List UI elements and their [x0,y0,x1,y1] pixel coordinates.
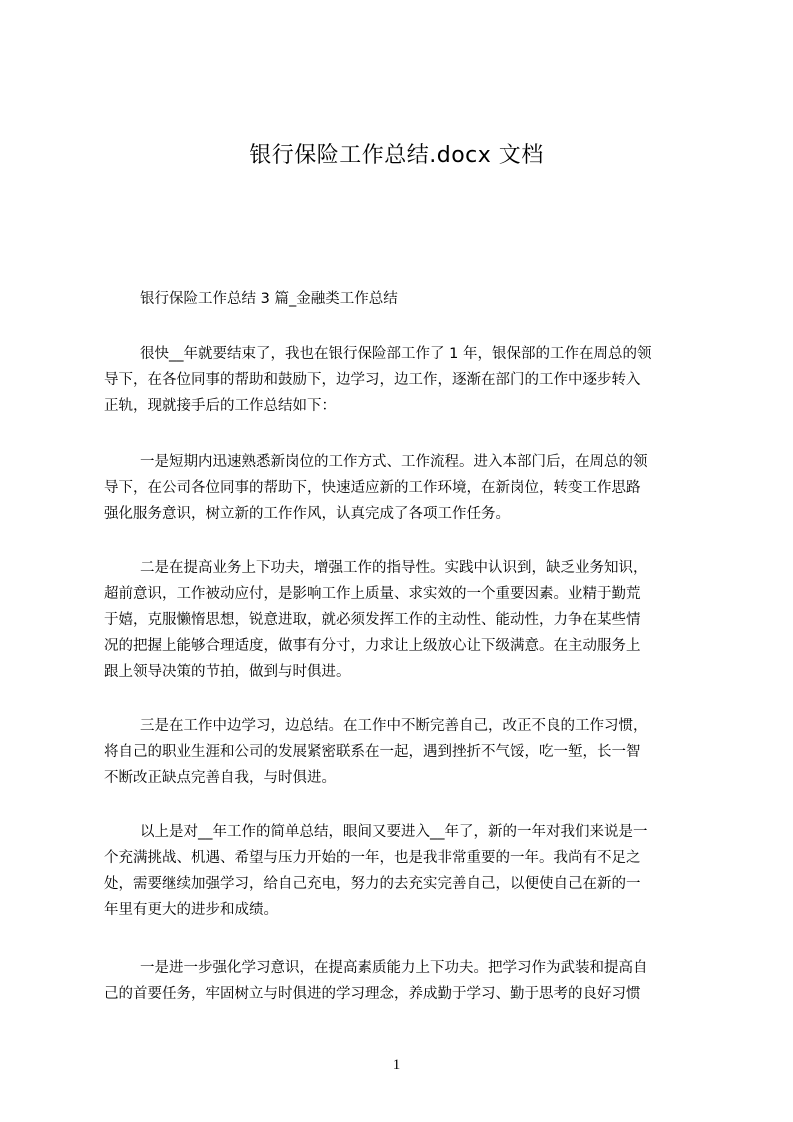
paragraph-line: 于嬉，克服懒惰思想，锐意进取，就必须发挥工作的主动性、能动性，力争在某些情 [104,612,641,628]
paragraph-line: 正轨，现就接手后的工作总结如下： [104,398,336,414]
paragraph-line: 一是进一步强化学习意识，在提高素质能力上下功夫。把学习作为武装和提高自 [140,960,648,976]
paragraph-line: 二是在提高业务上下功夫，增强工作的指导性。实践中认识到，缺乏业务知识， [140,560,648,576]
paragraph-line: 将自己的职业生涯和公司的发展紧密联系在一起，遇到挫折不气馁，吃一堑，长一智 [104,744,641,760]
paragraph-line: 一是短期内迅速熟悉新岗位的工作方式、工作流程。进入本部门后，在周总的领 [140,454,648,470]
page-number: 1 [392,1057,401,1073]
paragraph-3 [104,555,704,685]
paragraph-line: 个充满挑战、机遇、希望与压力开始的一年，也是我非常重要的一年。我尚有不足之 [104,850,641,866]
paragraph-line: 跟上领导决策的节拍，做到与时俱进。 [104,664,351,680]
paragraph-line: 况的把握上能够合理适度，做事有分寸，力求让上级放心让下级满意。在主动服务上 [104,638,641,654]
paragraph-line: 己的首要任务，牢固树立与时俱进的学习理念，养成勤于学习、勤于思考的良好习惯 [104,986,641,1002]
paragraph-line: 导下，在公司各位同事的帮助下，快速适应新的工作环境，在新岗位，转变工作思路 [104,480,641,496]
paragraph-5 [104,819,704,923]
paragraph-4 [104,713,704,791]
paragraph-6 [104,955,704,1007]
paragraph-line: 年里有更大的进步和成绩。 [104,902,278,918]
paragraph-line: 强化服务意识，树立新的工作作风，认真完成了各项工作任务。 [104,506,510,522]
paragraph-line: 导下，在各位同事的帮助和鼓励下，边学习，边工作，逐渐在部门的工作中逐步转入 [104,372,641,388]
paragraph-line: 超前意识，工作被动应付，是影响工作上质量、求实效的一个重要因素。业精于勤荒 [104,586,641,602]
paragraph-line: 三是在工作中边学习，边总结。在工作中不断完善自己，改正不良的工作习惯， [140,718,648,734]
document-subtitle: 银行保险工作总结 3 篇_金融类工作总结 [140,291,398,307]
paragraph-line: 很快__年就要结束了，我也在银行保险部工作了 1 年，银保部的工作在周总的领 [140,346,652,362]
paragraph-2 [104,449,704,527]
paragraph-line: 处，需要继续加强学习，给自己充电，努力的去充实完善自己，以便使自己在新的一 [104,876,641,892]
paragraph-1 [104,341,704,419]
paragraph-line: 不断改正缺点完善自我，与时俱进。 [104,770,336,786]
document-title: 银行保险工作总结.docx 文档 [249,143,544,168]
paragraph-line: 以上是对__年工作的简单总结，眼间又要进入__年了，新的一年对我们来说是一 [140,824,648,840]
